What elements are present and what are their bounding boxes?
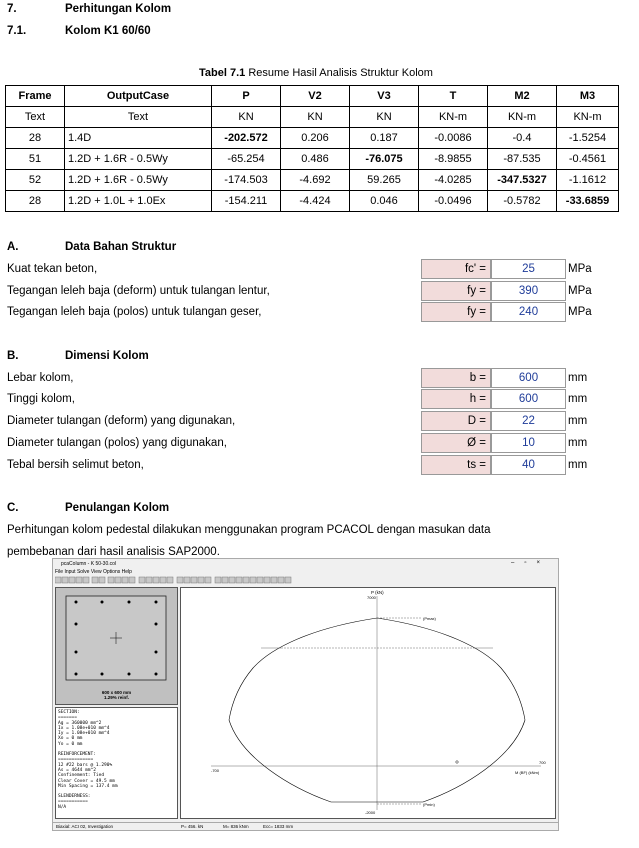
dimensi-unit: mm bbox=[568, 459, 588, 471]
bahan-symbol: fy = bbox=[421, 302, 491, 322]
status-bar bbox=[53, 822, 558, 831]
window-controls bbox=[511, 560, 550, 566]
section-7-number: 7. bbox=[7, 3, 17, 15]
dimensi-value: 22 bbox=[491, 411, 566, 431]
section-71-title: Kolom K1 60/60 bbox=[65, 25, 151, 37]
pmax-label: (Pmax) bbox=[423, 616, 436, 621]
paragraph-line-1: Perhitungan kolom pedestal dilakukan menggunakan program PCACOL dengan masukan data bbox=[7, 524, 491, 536]
table-caption-label: Tabel 7.1 bbox=[199, 67, 246, 79]
dimensi-unit: mm bbox=[568, 437, 588, 449]
m-axis-min: -700 bbox=[211, 768, 220, 773]
unit-cell: Text bbox=[6, 107, 65, 128]
col-t: T bbox=[419, 86, 488, 107]
col-p: P bbox=[212, 86, 281, 107]
status-p: P= 456. kN bbox=[181, 824, 204, 829]
bahan-symbol: fy = bbox=[421, 281, 491, 301]
table-row: 28 1.2D + 1.0L + 1.0Ex -154.211 -4.424 0.046 -0.0496 -0.5782 -33.6859 bbox=[6, 191, 619, 212]
bahan-unit: MPa bbox=[568, 263, 592, 275]
info-line: =========== bbox=[58, 799, 88, 805]
bahan-symbol: fc' = bbox=[421, 259, 491, 279]
unit-cell: KN-m bbox=[419, 107, 488, 128]
col-m3: M3 bbox=[557, 86, 619, 107]
table-row: 28 1.4D -202.572 0.206 0.187 -0.0086 -0.4 -1.5254 bbox=[6, 128, 619, 149]
bahan-text: Tegangan leleh baja (polos) untuk tulangan geser, bbox=[7, 306, 262, 318]
dimensi-symbol: Ø = bbox=[421, 433, 491, 453]
section-a-number: A. bbox=[7, 241, 19, 253]
dimensi-value: 600 bbox=[491, 389, 566, 409]
dimensi-symbol: b = bbox=[421, 368, 491, 388]
col-frame: Frame bbox=[6, 86, 65, 107]
section-a-title: Data Bahan Struktur bbox=[65, 241, 177, 253]
bahan-unit: MPa bbox=[568, 306, 592, 318]
dimensi-value: 10 bbox=[491, 433, 566, 453]
load-point bbox=[456, 761, 458, 763]
pm-diagram-drawing bbox=[181, 588, 555, 818]
section-b-title: Dimensi Kolom bbox=[65, 350, 149, 362]
minimize-icon[interactable]: – bbox=[511, 560, 525, 566]
col-m2: M2 bbox=[488, 86, 557, 107]
dimensi-text: Diameter tulangan (polos) yang digunakan, bbox=[7, 437, 227, 449]
info-line: ======= bbox=[58, 715, 77, 721]
info-line: Yo = 0 mm bbox=[58, 741, 83, 747]
table-units-row bbox=[6, 107, 619, 128]
section-reinf-label: 1.29% reinf. bbox=[103, 695, 129, 700]
table-caption bbox=[0, 67, 632, 79]
info-line: REINFORCEMENT: bbox=[58, 752, 96, 758]
window-title: pcaColumn - K 50-30.col bbox=[61, 561, 117, 567]
col-v3: V3 bbox=[350, 86, 419, 107]
info-line: Ix = 1.08e+010 mm^4 bbox=[58, 725, 110, 731]
info-line: 12 #22 bars @ 1.290% bbox=[58, 762, 113, 768]
pcacolumn-window bbox=[52, 558, 559, 831]
dimensi-unit: mm bbox=[568, 372, 588, 384]
paragraph-line-2: pembebanan dari hasil analisis SAP2000. bbox=[7, 546, 220, 558]
dimensi-text: Diameter tulangan (deform) yang digunakan, bbox=[7, 415, 236, 427]
section-size-label: 600 x 600 mm bbox=[101, 690, 132, 695]
column-section-drawing bbox=[56, 588, 177, 704]
status-mode: Biaxial: ACI 02, Investigation bbox=[56, 824, 114, 829]
section-c-title: Penulangan Kolom bbox=[65, 502, 170, 514]
section-b-number: B. bbox=[7, 350, 19, 362]
bahan-value: 25 bbox=[491, 259, 566, 279]
m-axis-label: M (BF) (kNm) bbox=[515, 770, 540, 775]
dimensi-value: 40 bbox=[491, 455, 566, 475]
bahan-value: 240 bbox=[491, 302, 566, 322]
unit-cell: KN-m bbox=[488, 107, 557, 128]
dimensi-symbol: h = bbox=[421, 389, 491, 409]
dimensi-unit: mm bbox=[568, 393, 588, 405]
dimensi-unit: mm bbox=[568, 415, 588, 427]
info-line: Clear Cover = 49.5 mm bbox=[58, 778, 115, 784]
unit-cell: KN bbox=[350, 107, 419, 128]
info-line: Min Spacing = 137.4 mm bbox=[58, 783, 118, 789]
interaction-diagram bbox=[180, 587, 556, 819]
unit-cell: KN bbox=[212, 107, 281, 128]
unit-cell: KN-m bbox=[557, 107, 619, 128]
col-v2: V2 bbox=[281, 86, 350, 107]
info-line: Ag = 360000 mm^2 bbox=[58, 720, 102, 726]
bahan-unit: MPa bbox=[568, 285, 592, 297]
info-line: SLENDERNESS: bbox=[58, 794, 91, 800]
table-caption-text: Resume Hasil Analisis Struktur Kolom bbox=[245, 67, 433, 79]
table-header-row bbox=[6, 86, 619, 107]
info-panel bbox=[55, 707, 178, 819]
close-icon[interactable]: × bbox=[536, 560, 550, 566]
info-line: Iy = 1.08e+010 mm^4 bbox=[58, 731, 110, 737]
dimensi-text: Tebal bersih selimut beton, bbox=[7, 459, 144, 471]
section-7-title: Perhitungan Kolom bbox=[65, 3, 172, 15]
p-axis-label: P (kN) bbox=[371, 590, 384, 595]
dimensi-text: Lebar kolom, bbox=[7, 372, 74, 384]
dimensi-value: 600 bbox=[491, 368, 566, 388]
section-c-number: C. bbox=[7, 502, 19, 514]
bahan-text: Kuat tekan beton, bbox=[7, 263, 98, 275]
pmin-label: (Pmin) bbox=[423, 802, 435, 807]
toolbar-icons bbox=[55, 576, 355, 585]
info-line: Xo = 0 mm bbox=[58, 736, 83, 742]
info-line: Confinement: Tied bbox=[58, 773, 105, 779]
info-line: As = 4644 mm^2 bbox=[58, 767, 96, 773]
table-row: 51 1.2D + 1.6R - 0.5Wy -65.254 0.486 -76.075 -8.9855 -87.535 -0.4561 bbox=[6, 149, 619, 170]
menu-bar[interactable]: File Input Solve View Options Help bbox=[55, 569, 132, 575]
m-axis-max: 700 bbox=[539, 760, 546, 765]
maximize-icon[interactable]: ▫ bbox=[524, 560, 537, 566]
p-axis-min: -2000 bbox=[365, 810, 376, 815]
section-71-number: 7.1. bbox=[7, 25, 27, 37]
dimensi-symbol: D = bbox=[421, 411, 491, 431]
table-row: 52 1.2D + 1.6R - 0.5Wy -174.503 -4.692 59.265 -4.0285 -347.5327 -1.1612 bbox=[6, 170, 619, 191]
bahan-text: Tegangan leleh baja (deform) untuk tulangan lentur, bbox=[7, 285, 270, 297]
unit-cell: Text bbox=[65, 107, 212, 128]
dimensi-symbol: ts = bbox=[421, 455, 491, 475]
section-view bbox=[55, 587, 178, 705]
p-axis-max: 7000 bbox=[367, 595, 376, 600]
col-outputcase: OutputCase bbox=[65, 86, 212, 107]
info-line: N/A bbox=[58, 804, 67, 810]
info-line: ============= bbox=[58, 757, 94, 763]
result-table bbox=[5, 85, 619, 212]
status-ecc: Ecc= 1833 mm bbox=[263, 824, 294, 829]
info-line: SECTION: bbox=[58, 710, 80, 715]
dimensi-text: Tinggi kolom, bbox=[7, 393, 75, 405]
status-m: M= 836 kNm bbox=[223, 824, 249, 829]
unit-cell: KN bbox=[281, 107, 350, 128]
bahan-value: 390 bbox=[491, 281, 566, 301]
toolbar[interactable] bbox=[55, 576, 555, 585]
